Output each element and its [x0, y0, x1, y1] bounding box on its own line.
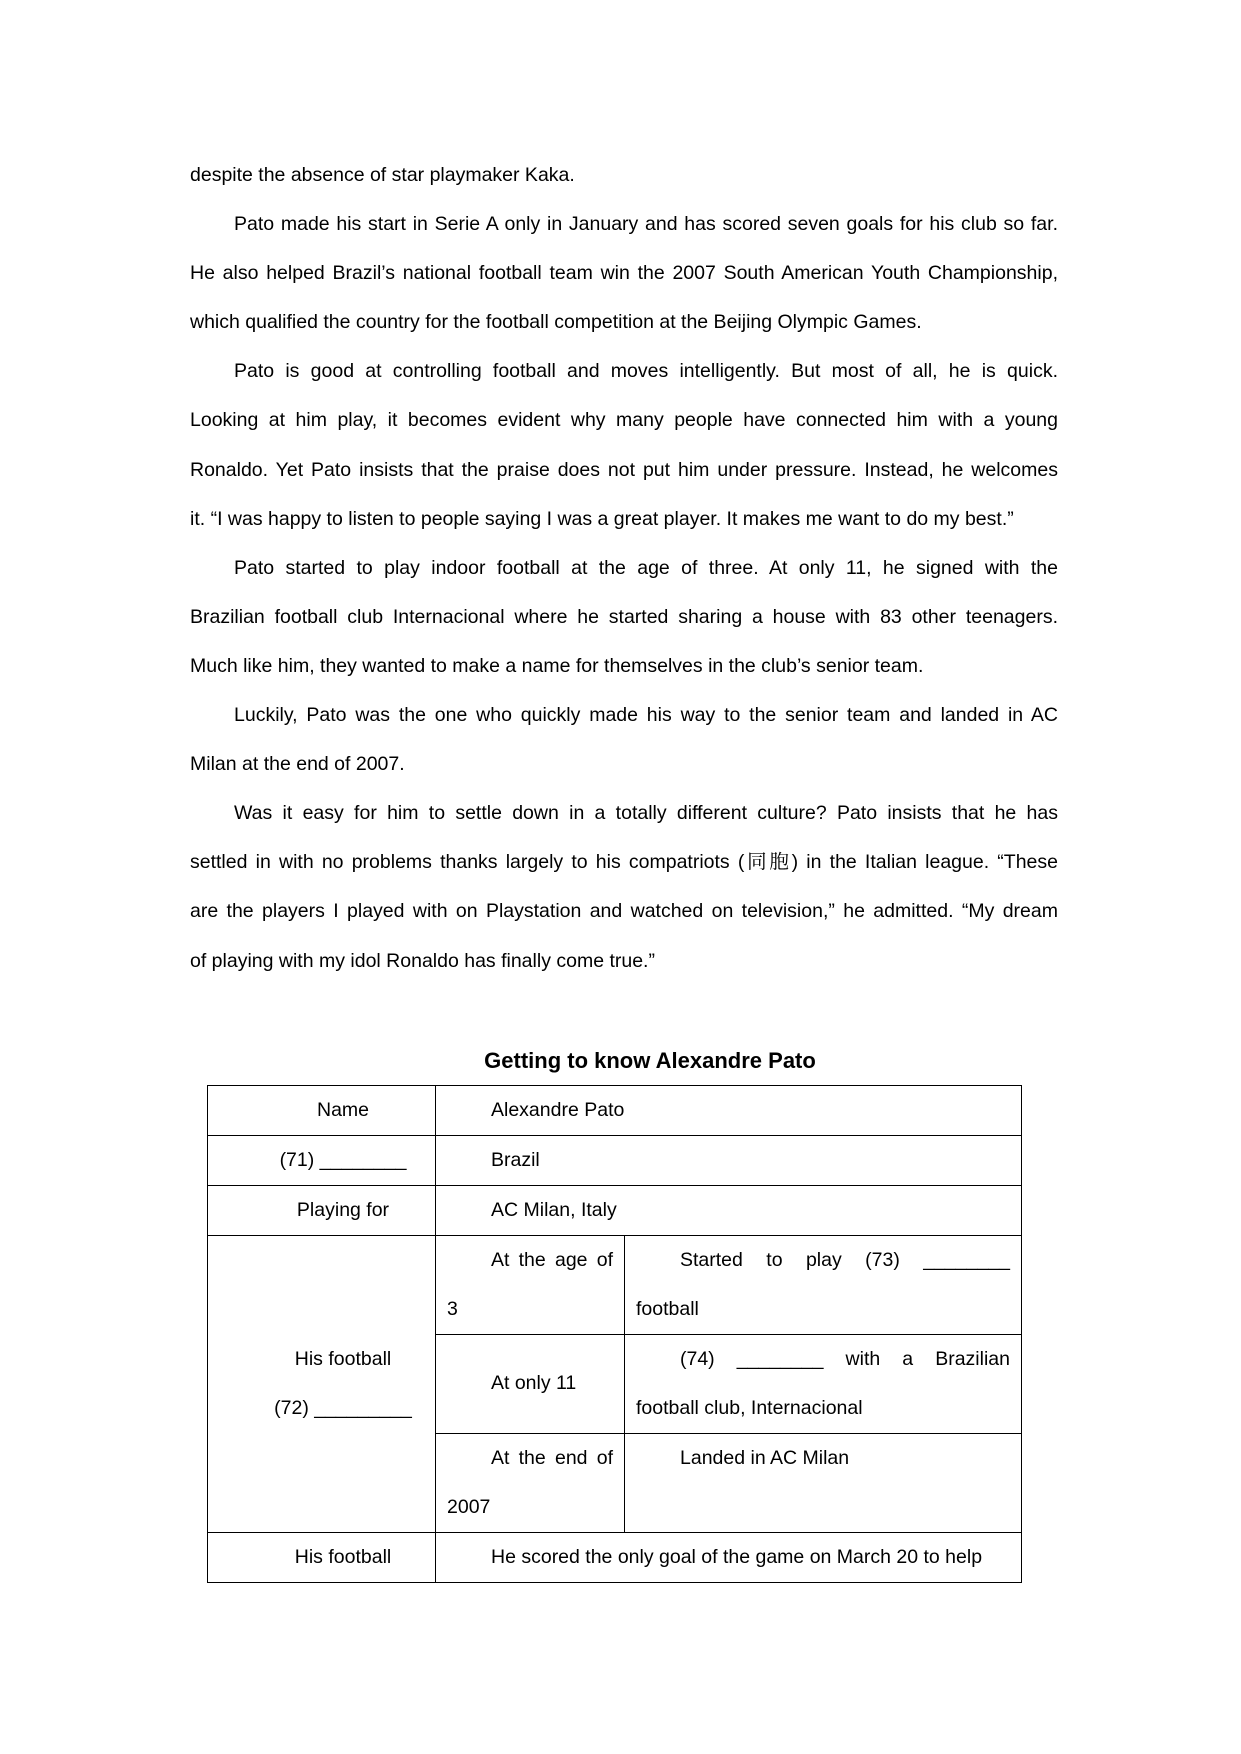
cell-text: football — [636, 1298, 699, 1320]
table-cell-country-value — [435, 1135, 1022, 1186]
text-line: of playing with my idol Ronaldo has finally come true.” — [190, 949, 655, 972]
blank-73: Started to play (73) ________ — [680, 1248, 1010, 1271]
cell-text: He scored the only goal of the game on March 20 to help — [491, 1545, 983, 1568]
cell-text: Alexandre Pato — [491, 1098, 625, 1121]
table-cell-playing-for-label — [207, 1185, 436, 1236]
text-line: it. “I was happy to listen to people saying I was a great player. It makes me want to do my best.” — [190, 507, 1014, 530]
text-line: Was it easy for him to settle down in a totally different culture? Pato insists that he has — [234, 802, 1058, 825]
cell-text: 3 — [447, 1298, 458, 1320]
blank-74: (74) ________ with a Brazilian — [680, 1347, 1010, 1370]
cell-text: Playing for — [296, 1198, 390, 1221]
table-cell-timeline-what — [624, 1235, 1022, 1335]
paragraph — [190, 200, 1058, 347]
cell-text: At the end of — [491, 1446, 613, 1469]
table-cell-timeline-what — [624, 1334, 1022, 1434]
table-cell-last-value — [435, 1532, 1022, 1583]
cell-text: Landed in AC Milan — [680, 1447, 850, 1469]
text-line: settled in with no problems thanks largely to his compatriots (同胞) in the Italian league. “These — [190, 851, 1058, 874]
reading-passage — [190, 151, 1058, 986]
blank-72: (72) _________ — [274, 1397, 412, 1419]
text-line: Looking at him play, it becomes evident why many people have connected him with a young — [190, 409, 1058, 432]
table-cell-name-value — [435, 1085, 1022, 1136]
table-cell-playing-for-value — [435, 1185, 1022, 1236]
text-line: Luckily, Pato was the one who quickly made his way to the senior team and landed in AC — [234, 704, 1058, 727]
text-line: Pato is good at controlling football and moves intelligently. But most of all, he is quick. — [234, 360, 1058, 383]
blank-71: (71) ________ — [279, 1148, 407, 1171]
cell-text: His football — [294, 1347, 392, 1370]
text-line: He also helped Brazil’s national football team win the 2007 South American Youth Championship, — [190, 262, 1058, 285]
text-line: Ronaldo. Yet Pato insists that the praise does not put him under pressure. Instead, he welcomes — [190, 458, 1058, 481]
cell-text: football club, Internacional — [636, 1397, 863, 1419]
table-cell-timeline-when — [435, 1334, 625, 1434]
text-line: Milan at the end of 2007. — [190, 753, 405, 776]
cell-text: Name — [316, 1098, 370, 1121]
table-cell-last-label — [207, 1532, 436, 1583]
text-line: despite the absence of star playmaker Kaka. — [190, 164, 575, 186]
table-cell-blank-71 — [207, 1135, 436, 1186]
cell-text: At the age of — [491, 1248, 613, 1271]
paragraph — [190, 691, 1058, 789]
text-line: Brazilian football club Internacional where he started sharing a house with 83 other teenagers. — [190, 605, 1058, 628]
paragraph — [190, 347, 1058, 543]
text-line: Pato started to play indoor football at the age of three. At only 11, he signed with the — [234, 556, 1058, 579]
cell-text: AC Milan, Italy — [491, 1198, 617, 1221]
table-title: Getting to know Alexandre Pato — [484, 1048, 816, 1073]
table-cell-career-label — [207, 1235, 436, 1533]
paragraph — [190, 544, 1058, 691]
paragraph — [190, 151, 1058, 200]
text-line: which qualified the country for the football competition at the Beijing Olympic Games. — [190, 311, 922, 334]
paragraph — [190, 789, 1058, 985]
table-cell-name-label — [207, 1085, 436, 1136]
text-line: Pato made his start in Serie A only in January and has scored seven goals for his club so far. — [234, 213, 1058, 236]
cell-text: At only 11 — [491, 1372, 577, 1395]
cell-text: Brazil — [491, 1148, 540, 1171]
table-cell-timeline-when — [435, 1433, 625, 1533]
text-line: Much like him, they wanted to make a name for themselves in the club’s senior team. — [190, 654, 924, 677]
text-line: are the players I played with on Playstation and watched on television,” he admitted. “My dream — [190, 900, 1058, 923]
cell-text: His football — [294, 1545, 392, 1568]
table-cell-timeline-when — [435, 1235, 625, 1335]
cell-text: 2007 — [447, 1496, 491, 1518]
table-cell-timeline-what — [624, 1433, 1022, 1533]
